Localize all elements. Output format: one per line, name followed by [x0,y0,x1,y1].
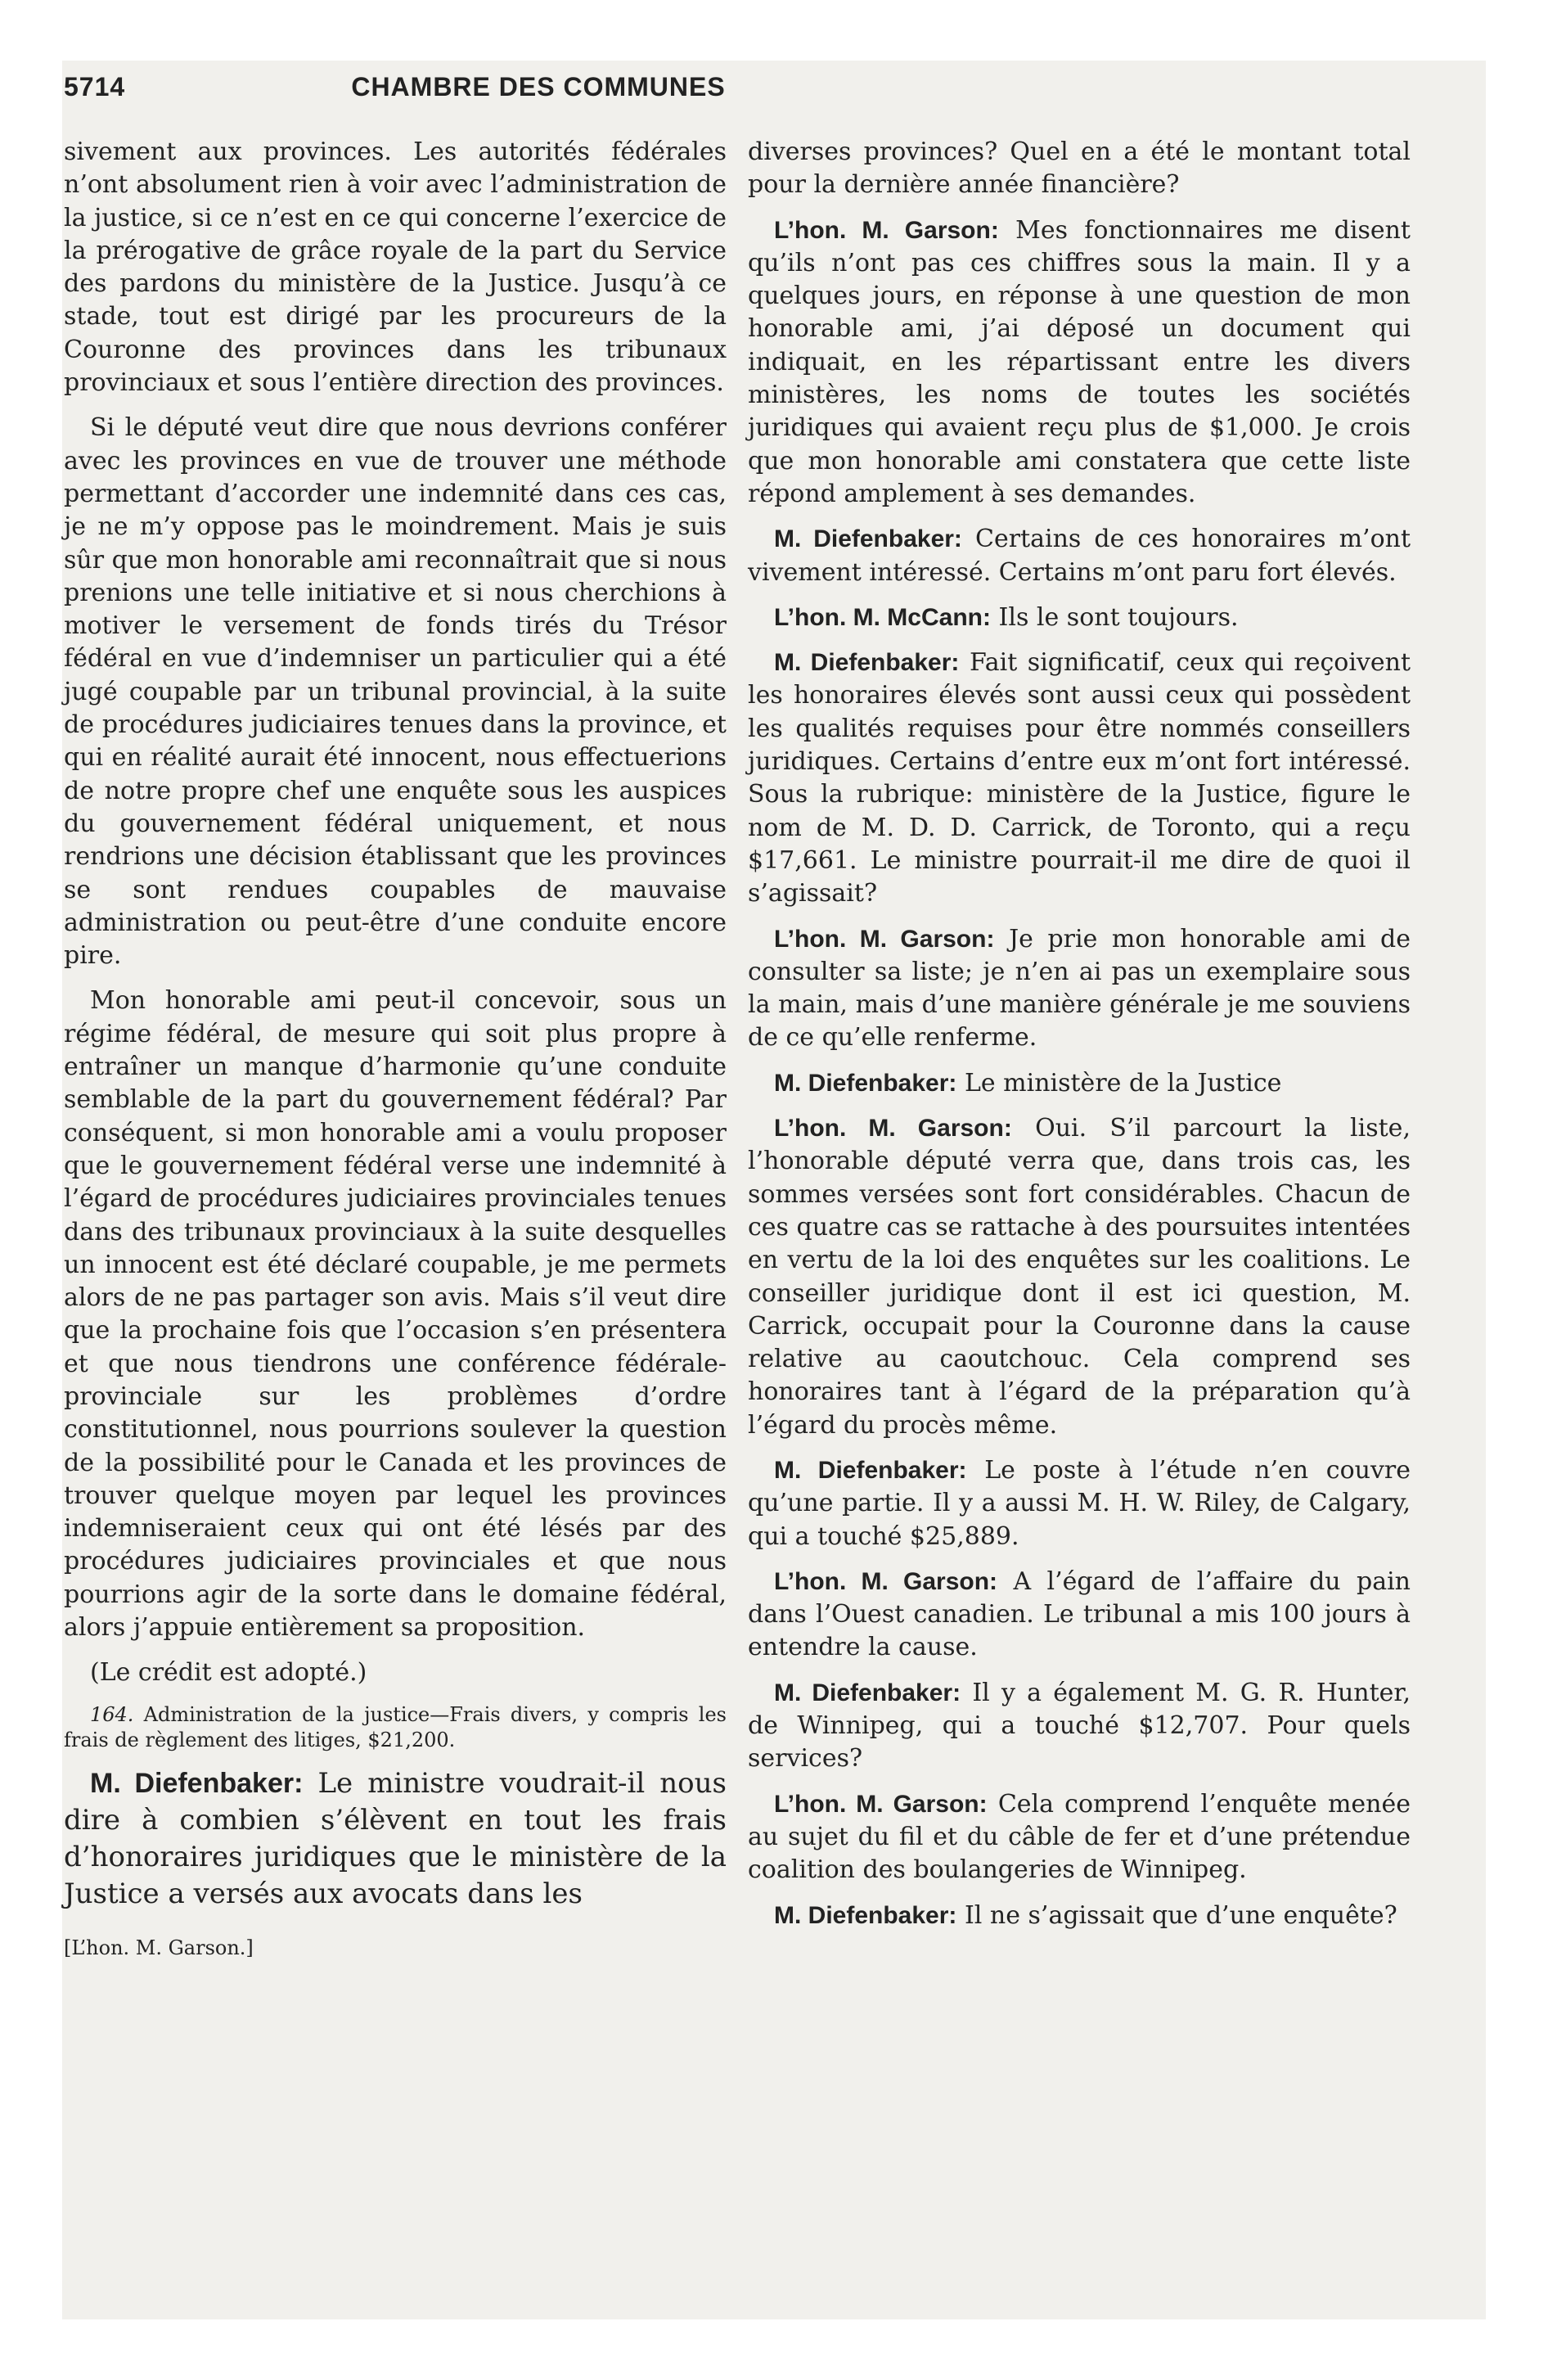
speaker-name: L’hon. M. Garson: [774,1567,998,1595]
speech [748,1112,1411,1442]
speech [748,1566,1411,1665]
paragraph: sivement aux provinces. Les autorités fédérales n’ont absolument rien à voir avec l’administration de la justice, si ce n’est en ce qui concerne l’exercice de la prérogative de grâce royale de la part du Service des pardons du ministère de la Justice. Jusqu’à ce stade, tout est dirigé par les procureurs de la Couronne des provinces dans les tribunaux provinciaux et sous l’entière direction des provinces. [64,137,727,398]
paragraph: Si le député veut dire que nous devrions conférer avec les provinces en vue de trouver une méthode permettant d’accorder une indemnité dans ces cas, je ne m’y oppose pas le moindrement. Mais je suis sûr que mon honorable ami reconnaîtrait que si nous prenions une telle initiative et si nous cherchions à motiver le versement de fonds tirés du Trésor fédéral en vue d’indemniser un particulier qui a été jugé coupable par un tribunal provincial, à la suite de procédures judiciaires tenues dans la province, et qui en réalité aurait été innocent, nous effectuerions de notre propre chef une enquête sous les auspices du gouvernement fédéral uniquement, et nous rendrions une décision établissant que les provinces se sont rendues coupables de mauvaise administration ou peut-être d’une conduite encore pire. [64,413,727,971]
speech [64,1765,727,1913]
speech [748,523,1411,589]
speech-text: Je prie mon honorable ami de consulter sa liste; je n’en ai pas un exemplaire sous la main, mais d’une manière générale je me souviens de ce qu’elle renferme. [748,924,1411,1053]
speech [748,214,1411,512]
speech [748,923,1411,1055]
speaker-name: M. Diefenbaker: [774,1456,967,1484]
speech [748,647,1411,910]
speech-text: Mes fonctionnaires me disent qu’ils n’ont pas ces chiffres sous la main. Il y a quelques jours, en réponse à une question de mon honorable ami, j’ai déposé un document qui indiquait, en les répartissant entre les divers ministères, les noms de toutes les sociétés juridiques qui avaient reçu plus de $1,000. Je crois que mon honorable ami constatera que cette liste répond amplement à ses demandes. [748,215,1411,508]
speech [748,1677,1411,1776]
speech [748,1454,1411,1553]
speech [748,1900,1411,1932]
speech-text: Oui. S’il parcourt la liste, l’honorable député verra que, dans trois cas, les sommes versées sont fort considérables. Chacun de ces quatre cas se rattache à des poursuites intentées en vertu de la loi des enquêtes sur les coalitions. Le conseiller juridique dont il est ici question, M. Carrick, occupait pour la Couronne dans la cause relative au caoutchouc. Cela comprend ses honoraires tant à l’égard de la préparation qu’à l’égard du procès même. [748,1114,1411,1440]
speech-text: Le ministre voudrait-il nous dire à combien s’élèvent en tout les frais d’honoraires juridiques que le ministère de la Justice a versés aux avocats dans les [64,1766,727,1910]
speech-text: Il ne s’agissait que d’une enquête? [964,1900,1397,1930]
speaker-name: L’hon. M. McCann: [774,603,991,631]
speaker-name: M. Diefenbaker: [774,1901,957,1929]
speech [748,1788,1411,1887]
speech-text: Ils le sont toujours. [998,602,1239,632]
running-title: CHAMBRE DES COMMUNES [351,72,726,101]
speech-text: Cela comprend l’enquête menée au sujet du fil et du câble de fer et d’une prétendue coalition des boulangeries de Winnipeg. [748,1789,1411,1885]
exchanges [748,214,1411,1932]
left-column [64,136,727,1972]
speaker-name: M. Diefenbaker: [774,1069,957,1097]
speech [748,602,1411,634]
speaker-name: L’hon. M. Garson: [774,925,995,953]
item-text: Administration de la justice—Frais divers, y compris les frais de règlement des litiges, $21,200. [64,1702,727,1751]
estimate-item [64,1702,727,1753]
speaker-name: L’hon. M. Garson: [774,216,999,244]
footer-attribution: [L’hon. M. Garson.] [64,1936,254,1959]
right-column [748,136,1411,1945]
page-number: 5714 [64,72,126,101]
paragraph: diverses provinces? Quel en a été le montant total pour la dernière année financière? [748,137,1411,200]
speech-text: A l’égard de l’affaire du pain dans l’Ouest canadien. Le tribunal a mis 100 jours à entendre la cause. [748,1566,1411,1662]
speech-text: Le ministère de la Justice [964,1068,1282,1098]
speaker-name: M. Diefenbaker: [774,525,962,553]
speaker-name: L’hon. M. Garson: [774,1115,1012,1143]
speaker-name: M. Diefenbaker: [774,649,960,677]
speaker-name: M. Diefenbaker: [90,1767,304,1799]
page-header [64,72,1013,121]
speech-text: Le poste à l’étude n’en couvre qu’une partie. Il y a aussi M. H. W. Riley, de Calgary, qui a touché $25,889. [748,1455,1411,1551]
speech-text: Fait significatif, ceux qui reçoivent les honoraires élevés sont aussi ceux qui possèdent les qualités requises pour être nommés conseillers juridiques. Certains d’entre eux m’ont fort intéressé. Sous la rubrique: ministère de la Justice, figure le nom de M. D. D. Carrick, de Toronto, qui a reçu $17,661. Le ministre pourrait-il me dire de quoi il s’agissait? [748,648,1411,908]
item-number: 164. [90,1702,134,1726]
speech-text: Il y a également M. G. R. Hunter, de Winnipeg, qui a touché $12,707. Pour quels services? [748,1678,1411,1774]
speech-text: Certains de ces honoraires m’ont vivement intéressé. Certains m’ont paru fort élevés. [748,525,1411,587]
speaker-name: L’hon. M. Garson: [774,1790,988,1818]
speaker-name: M. Diefenbaker: [774,1679,961,1706]
paragraph: Mon honorable ami peut-il concevoir, sous un régime fédéral, de mesure qui soit plus propre à entraîner un manque d’harmonie qu’une conduite semblable de la part du gouvernement fédéral? Par conséquent, si mon honorable ami a voulu proposer que le gouvernement fédéral verse une indemnité à l’égard de procédures judiciaires provinciales tenues dans des tribunaux provinciaux à la suite desquelles un innocent est été déclaré coupable, je me permets alors de ne pas partager son avis. Mais s’il veut dire que la prochaine fois que l’occasion s’en présentera et que nous tiendrons une conférence fédérale-provinciale sur les problèmes d’ordre constitutionnel, nous pourrions soulever la question de la possibilité pour le Canada et les provinces de trouver quelque moyen par lequel les provinces indemniseraient ceux qui ont été lésés par des procédures judiciaires provinciales et que nous pourrions agir de la sorte dans le domaine fédéral, alors j’appuie entièrement sa proposition. [64,986,727,1643]
stage-direction: (Le crédit est adopté.) [90,1658,367,1688]
speech [748,1067,1411,1100]
